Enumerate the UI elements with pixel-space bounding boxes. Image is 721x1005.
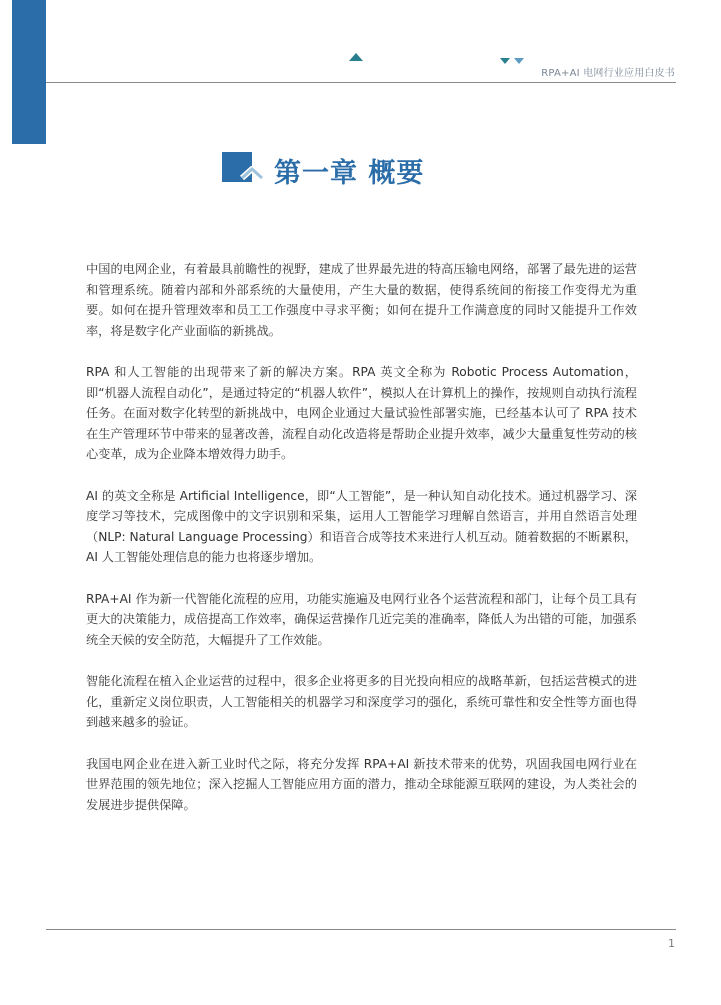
paragraph: RPA 和人工智能的出现带来了新的解决方案。RPA 英文全称为 Robotic Process Automation，即“机器人流程自动化”，是通过特定的“机器人软件”，模拟人在计算机上的操作，按规则自动执行流程任务。在面对数字化转型的新挑战中，电网企业通过大量试验性部署实施，已经基本认可了 RPA 技术在生产管理环节中带来的显著改善，流程自动化改造将是帮助企业提升效率，减少大量重复性劳动的核心变革，成为企业降本增效得力助手。 — [86, 365, 637, 461]
body-text — [86, 259, 637, 836]
footer-divider — [46, 929, 676, 930]
chevron-up-icon — [349, 46, 363, 65]
chapter-title: 第一章 概要 — [274, 157, 425, 189]
header-divider — [46, 82, 676, 83]
corner-accent-bar — [12, 0, 46, 144]
paragraph: 我国电网企业在进入新工业时代之际，将充分发挥 RPA+AI 新技术带来的优势，巩固我国电网行业在世界范围的领先地位；深入挖掘人工智能应用方面的潜力，推动全球能源互联网的建设，为人类社会的发展进步提供保障。 — [86, 756, 637, 812]
chevron-down-icon — [500, 51, 530, 70]
page-number: 1 — [668, 937, 675, 950]
paragraph: RPA+AI 作为新一代智能化流程的应用，功能实施遍及电网行业各个运营流程和部门，让每个员工具有更大的决策能力，成倍提高工作效率，确保运营操作几近完美的准确率，降低人为出错的可能，加强系统全天候的安全防范，大幅提升了工作效能。 — [86, 591, 637, 647]
header-title: RPA+AI 电网行业应用白皮书 — [541, 68, 675, 79]
paragraph: 智能化流程在植入企业运营的过程中，很多企业将更多的目光投向相应的战略革新，包括运营模式的进化，重新定义岗位职责，人工智能相关的机器学习和深度学习的强化，系统可靠性和安全性等方面也得到越来越多的验证。 — [86, 674, 637, 729]
paragraph: 中国的电网企业，有着最具前瞻性的视野，建成了世界最先进的特高压输电网络，部署了最先进的运营和管理系统。随着内部和外部系统的大量使用，产生大量的数据，使得系统间的衔接工作变得尤为重要。如何在提升管理效率和员工工作强度中寻求平衡；如何在提升工作满意度的同时又能提升工作效率，将是数字化产业面临的新挑战。 — [86, 262, 637, 338]
paragraph: AI 的英文全称是 Artificial Intelligence，即“人工智能”，是一种认知自动化技术。通过机器学习、深度学习等技术，完成图像中的文字识别和采集，运用人工智能学习理解自然语言，并用自然语言处理（NLP: Natural Language Processing）和语音合成等技术来进行人机互动。随着数据的不断累积，AI 人工智能处理信息的能力也将逐步增加。 — [86, 488, 637, 564]
chapter-mark-icon — [222, 152, 268, 188]
chapter-heading — [222, 152, 424, 188]
